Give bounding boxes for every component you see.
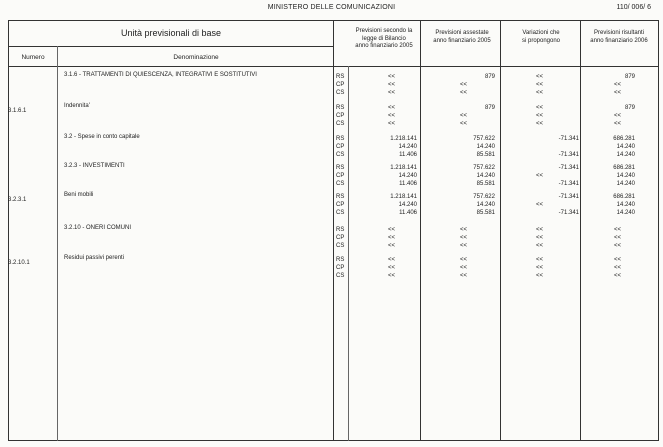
row-value-c4: 686.281	[613, 194, 635, 200]
row-value-c3: <<	[536, 265, 544, 271]
row-value-c1: 1.218.141	[390, 194, 417, 200]
row-type-cp: CP	[336, 173, 345, 179]
row-value-c2: <<	[460, 273, 468, 279]
row-value-c3: -71.341	[558, 181, 579, 187]
row-value-c1: <<	[388, 257, 396, 263]
row-value-c1: <<	[388, 105, 396, 111]
row-value-c2: <<	[460, 90, 468, 96]
row-value-c1: <<	[388, 273, 396, 279]
row-value-c2: 757.622	[473, 136, 495, 142]
row-value-c3: <<	[536, 243, 544, 249]
row-value-c2: 879	[484, 74, 495, 80]
row-value-c4: 14.240	[616, 181, 635, 187]
row-value-c4: 879	[624, 74, 635, 80]
row-type-cp: CP	[336, 235, 345, 241]
row-code: 3.1.6.1	[8, 108, 27, 114]
row-type-rs: RS	[336, 257, 345, 263]
row-type-cs: CS	[336, 273, 345, 279]
row-value-c3: <<	[536, 235, 544, 241]
row-value-c4: <<	[614, 82, 622, 88]
row-value-c1: <<	[388, 74, 396, 80]
header-main: Unità previsionali di base	[120, 28, 222, 38]
header-denominazione: Denominazione	[173, 54, 219, 61]
row-denominazione: Residui passivi perenti	[64, 255, 125, 261]
row-type-rs: RS	[336, 165, 345, 171]
row-value-c3: <<	[536, 121, 544, 127]
row-type-rs: RS	[336, 74, 345, 80]
col1-right-divider	[420, 20, 421, 441]
header-col1: Previsioni secondo la legge di Bilancio anno finanziario 2005	[355, 28, 413, 49]
row-value-c2: <<	[460, 243, 468, 249]
row-denominazione: Indennita'	[64, 103, 90, 109]
row-value-c4: 14.240	[616, 173, 635, 179]
row-value-c2: <<	[460, 257, 468, 263]
row-type-rs: RS	[336, 105, 345, 111]
row-value-c4: 879	[624, 105, 635, 111]
header-col3: Variazioni che si propongono	[521, 30, 561, 44]
row-type-cp: CP	[336, 113, 345, 119]
row-denominazione: 3.2.10 - ONERI COMUNI	[64, 225, 132, 231]
row-value-c3: <<	[536, 173, 544, 179]
row-value-c2: <<	[460, 227, 468, 233]
header-numero: Numero	[21, 54, 45, 61]
row-value-c2: 14.240	[476, 173, 495, 179]
row-denominazione: 3.2.3 - INVESTIMENTI	[64, 163, 125, 169]
row-value-c2: 85.581	[476, 181, 495, 187]
row-value-c4: <<	[614, 227, 622, 233]
row-value-c2: <<	[460, 82, 468, 88]
row-value-c4: <<	[614, 90, 622, 96]
row-type-rs: RS	[336, 136, 345, 142]
header-col2: Previsioni assestate anno finanziario 2005	[433, 30, 491, 44]
row-value-c3: -71.341	[558, 152, 579, 158]
row-type-cs: CS	[336, 210, 345, 216]
row-value-c1: <<	[388, 235, 396, 241]
page-number: 110/ 006/ 6	[616, 4, 651, 11]
row-value-c1: <<	[388, 243, 396, 249]
row-value-c2: 14.240	[476, 144, 495, 150]
row-type-cp: CP	[336, 144, 345, 150]
denominazione-right-divider	[333, 20, 334, 441]
row-value-c3: <<	[536, 74, 544, 80]
row-type-cp: CP	[336, 202, 345, 208]
row-value-c4: <<	[614, 113, 622, 119]
row-value-c4: 14.240	[616, 210, 635, 216]
row-value-c4: 14.240	[616, 144, 635, 150]
row-value-c2: <<	[460, 235, 468, 241]
row-value-c1: 11.406	[399, 152, 417, 158]
row-denominazione: 3.1.6 - TRATTAMENTI DI QUIESCENZA, INTEGRATIVI E SOSTITUTIVI	[64, 72, 257, 78]
row-value-c1: 1.218.141	[390, 136, 417, 142]
row-type-cs: CS	[336, 90, 345, 96]
row-type-cs: CS	[336, 181, 345, 187]
page-title: MINISTERO DELLE COMUNICAZIONI	[267, 4, 396, 11]
row-denominazione: Beni mobili	[64, 192, 94, 198]
row-value-c1: 11.406	[399, 181, 417, 187]
row-value-c1: 11.406	[399, 210, 417, 216]
row-value-c3: <<	[536, 227, 544, 233]
row-value-c3: <<	[536, 113, 544, 119]
row-value-c2: 85.581	[476, 152, 495, 158]
row-value-c1: <<	[388, 121, 396, 127]
row-value-c3: <<	[536, 273, 544, 279]
rs-cp-cs-divider	[348, 66, 349, 441]
table-right-border	[658, 20, 659, 441]
row-value-c2: 879	[484, 105, 495, 111]
row-value-c3: <<	[536, 257, 544, 263]
row-value-c4: <<	[614, 121, 622, 127]
row-value-c1: 14.240	[398, 173, 417, 179]
row-value-c4: 14.240	[616, 202, 635, 208]
row-value-c4: <<	[614, 243, 622, 249]
row-value-c2: <<	[460, 113, 468, 119]
row-value-c4: <<	[614, 265, 622, 271]
row-value-c2: 14.240	[476, 202, 495, 208]
row-code: 3.2.3.1	[8, 197, 27, 203]
row-type-cs: CS	[336, 121, 345, 127]
row-value-c1: <<	[388, 265, 396, 271]
row-value-c3: -71.341	[558, 136, 579, 142]
row-type-cp: CP	[336, 265, 345, 271]
table-left-border	[8, 20, 9, 441]
row-type-cp: CP	[336, 82, 345, 88]
row-value-c1: <<	[388, 90, 396, 96]
row-value-c3: <<	[536, 90, 544, 96]
row-value-c3: <<	[536, 105, 544, 111]
row-value-c2: 757.622	[473, 194, 495, 200]
row-value-c4: <<	[614, 273, 622, 279]
row-value-c4: 686.281	[613, 165, 635, 171]
col2-right-divider	[500, 20, 501, 441]
row-value-c3: <<	[536, 202, 544, 208]
row-type-cs: CS	[336, 152, 345, 158]
row-value-c3: <<	[536, 82, 544, 88]
header-col4: Previsioni risultanti anno finanziario 2006	[590, 30, 648, 44]
row-value-c2: 85.581	[476, 210, 495, 216]
row-value-c4: <<	[614, 235, 622, 241]
col3-right-divider	[580, 20, 581, 441]
row-value-c4: 686.281	[613, 136, 635, 142]
row-value-c2: <<	[460, 265, 468, 271]
row-denominazione: 3.2 - Spese in conto capitale	[64, 134, 140, 140]
row-value-c4: <<	[614, 257, 622, 263]
row-type-rs: RS	[336, 227, 345, 233]
row-value-c1: <<	[388, 113, 396, 119]
row-value-c2: <<	[460, 121, 468, 127]
row-type-cs: CS	[336, 243, 345, 249]
row-value-c3: -71.341	[558, 165, 579, 171]
row-value-c1: 14.240	[398, 202, 417, 208]
row-code: 3.2.10.1	[8, 260, 30, 266]
row-type-rs: RS	[336, 194, 345, 200]
row-value-c1: <<	[388, 82, 396, 88]
row-value-c1: <<	[388, 227, 396, 233]
numero-column-divider	[57, 46, 58, 441]
row-value-c3: -71.341	[558, 194, 579, 200]
row-value-c1: 1.218.141	[390, 165, 417, 171]
row-value-c4: 14.240	[616, 152, 635, 158]
row-value-c3: -71.341	[558, 210, 579, 216]
row-value-c2: 757.622	[473, 165, 495, 171]
row-value-c1: 14.240	[398, 144, 417, 150]
